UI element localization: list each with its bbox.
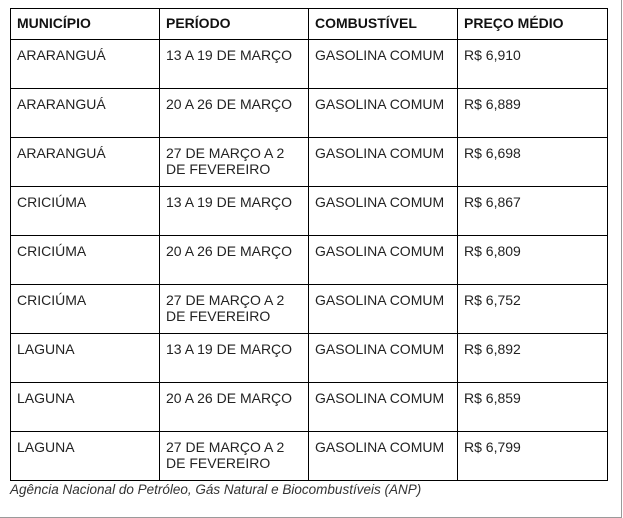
table-row (11, 334, 608, 383)
cell-periodo: 27 DE MARÇO A 2 DE FEVEREIRO (160, 285, 309, 334)
cell-periodo: 13 A 19 DE MARÇO (160, 334, 309, 383)
cell-preco: R$ 6,698 (458, 138, 608, 187)
cell-municipio: LAGUNA (11, 383, 160, 432)
source-caption: Agência Nacional do Petróleo, Gás Natural e Biocombustíveis (ANP) (10, 482, 422, 497)
cell-municipio: ARARANGUÁ (11, 40, 160, 89)
fuel-price-table (10, 8, 608, 481)
cell-preco: R$ 6,752 (458, 285, 608, 334)
cell-periodo: 20 A 26 DE MARÇO (160, 236, 309, 285)
table-row (11, 236, 608, 285)
cell-periodo: 20 A 26 DE MARÇO (160, 89, 309, 138)
cell-combustivel: GASOLINA COMUM (309, 236, 458, 285)
cell-municipio: CRICIÚMA (11, 187, 160, 236)
cell-municipio: ARARANGUÁ (11, 89, 160, 138)
cell-preco: R$ 6,867 (458, 187, 608, 236)
table-row (11, 40, 608, 89)
cell-periodo: 13 A 19 DE MARÇO (160, 187, 309, 236)
cell-preco: R$ 6,799 (458, 432, 608, 481)
table-header-row (11, 9, 608, 40)
cell-municipio: CRICIÚMA (11, 285, 160, 334)
table-row (11, 285, 608, 334)
cell-periodo: 27 DE MARÇO A 2 DE FEVEREIRO (160, 432, 309, 481)
table-row (11, 187, 608, 236)
cell-combustivel: GASOLINA COMUM (309, 334, 458, 383)
cell-municipio: ARARANGUÁ (11, 138, 160, 187)
cell-municipio: LAGUNA (11, 432, 160, 481)
header-periodo: PERÍODO (160, 9, 309, 40)
table-row (11, 89, 608, 138)
table-row (11, 432, 608, 481)
table-row (11, 383, 608, 432)
table-row (11, 138, 608, 187)
cell-combustivel: GASOLINA COMUM (309, 138, 458, 187)
cell-combustivel: GASOLINA COMUM (309, 285, 458, 334)
cell-preco: R$ 6,889 (458, 89, 608, 138)
cell-periodo: 20 A 26 DE MARÇO (160, 383, 309, 432)
cell-preco: R$ 6,859 (458, 383, 608, 432)
cell-periodo: 27 DE MARÇO A 2 DE FEVEREIRO (160, 138, 309, 187)
cell-preco: R$ 6,809 (458, 236, 608, 285)
header-preco-medio: PREÇO MÉDIO (458, 9, 608, 40)
cell-combustivel: GASOLINA COMUM (309, 89, 458, 138)
cell-municipio: CRICIÚMA (11, 236, 160, 285)
cell-combustivel: GASOLINA COMUM (309, 432, 458, 481)
cell-combustivel: GASOLINA COMUM (309, 187, 458, 236)
cell-periodo: 13 A 19 DE MARÇO (160, 40, 309, 89)
cell-combustivel: GASOLINA COMUM (309, 40, 458, 89)
header-municipio: MUNICÍPIO (11, 9, 160, 40)
cell-preco: R$ 6,910 (458, 40, 608, 89)
cell-preco: R$ 6,892 (458, 334, 608, 383)
cell-combustivel: GASOLINA COMUM (309, 383, 458, 432)
header-combustivel: COMBUSTÍVEL (309, 9, 458, 40)
cell-municipio: LAGUNA (11, 334, 160, 383)
